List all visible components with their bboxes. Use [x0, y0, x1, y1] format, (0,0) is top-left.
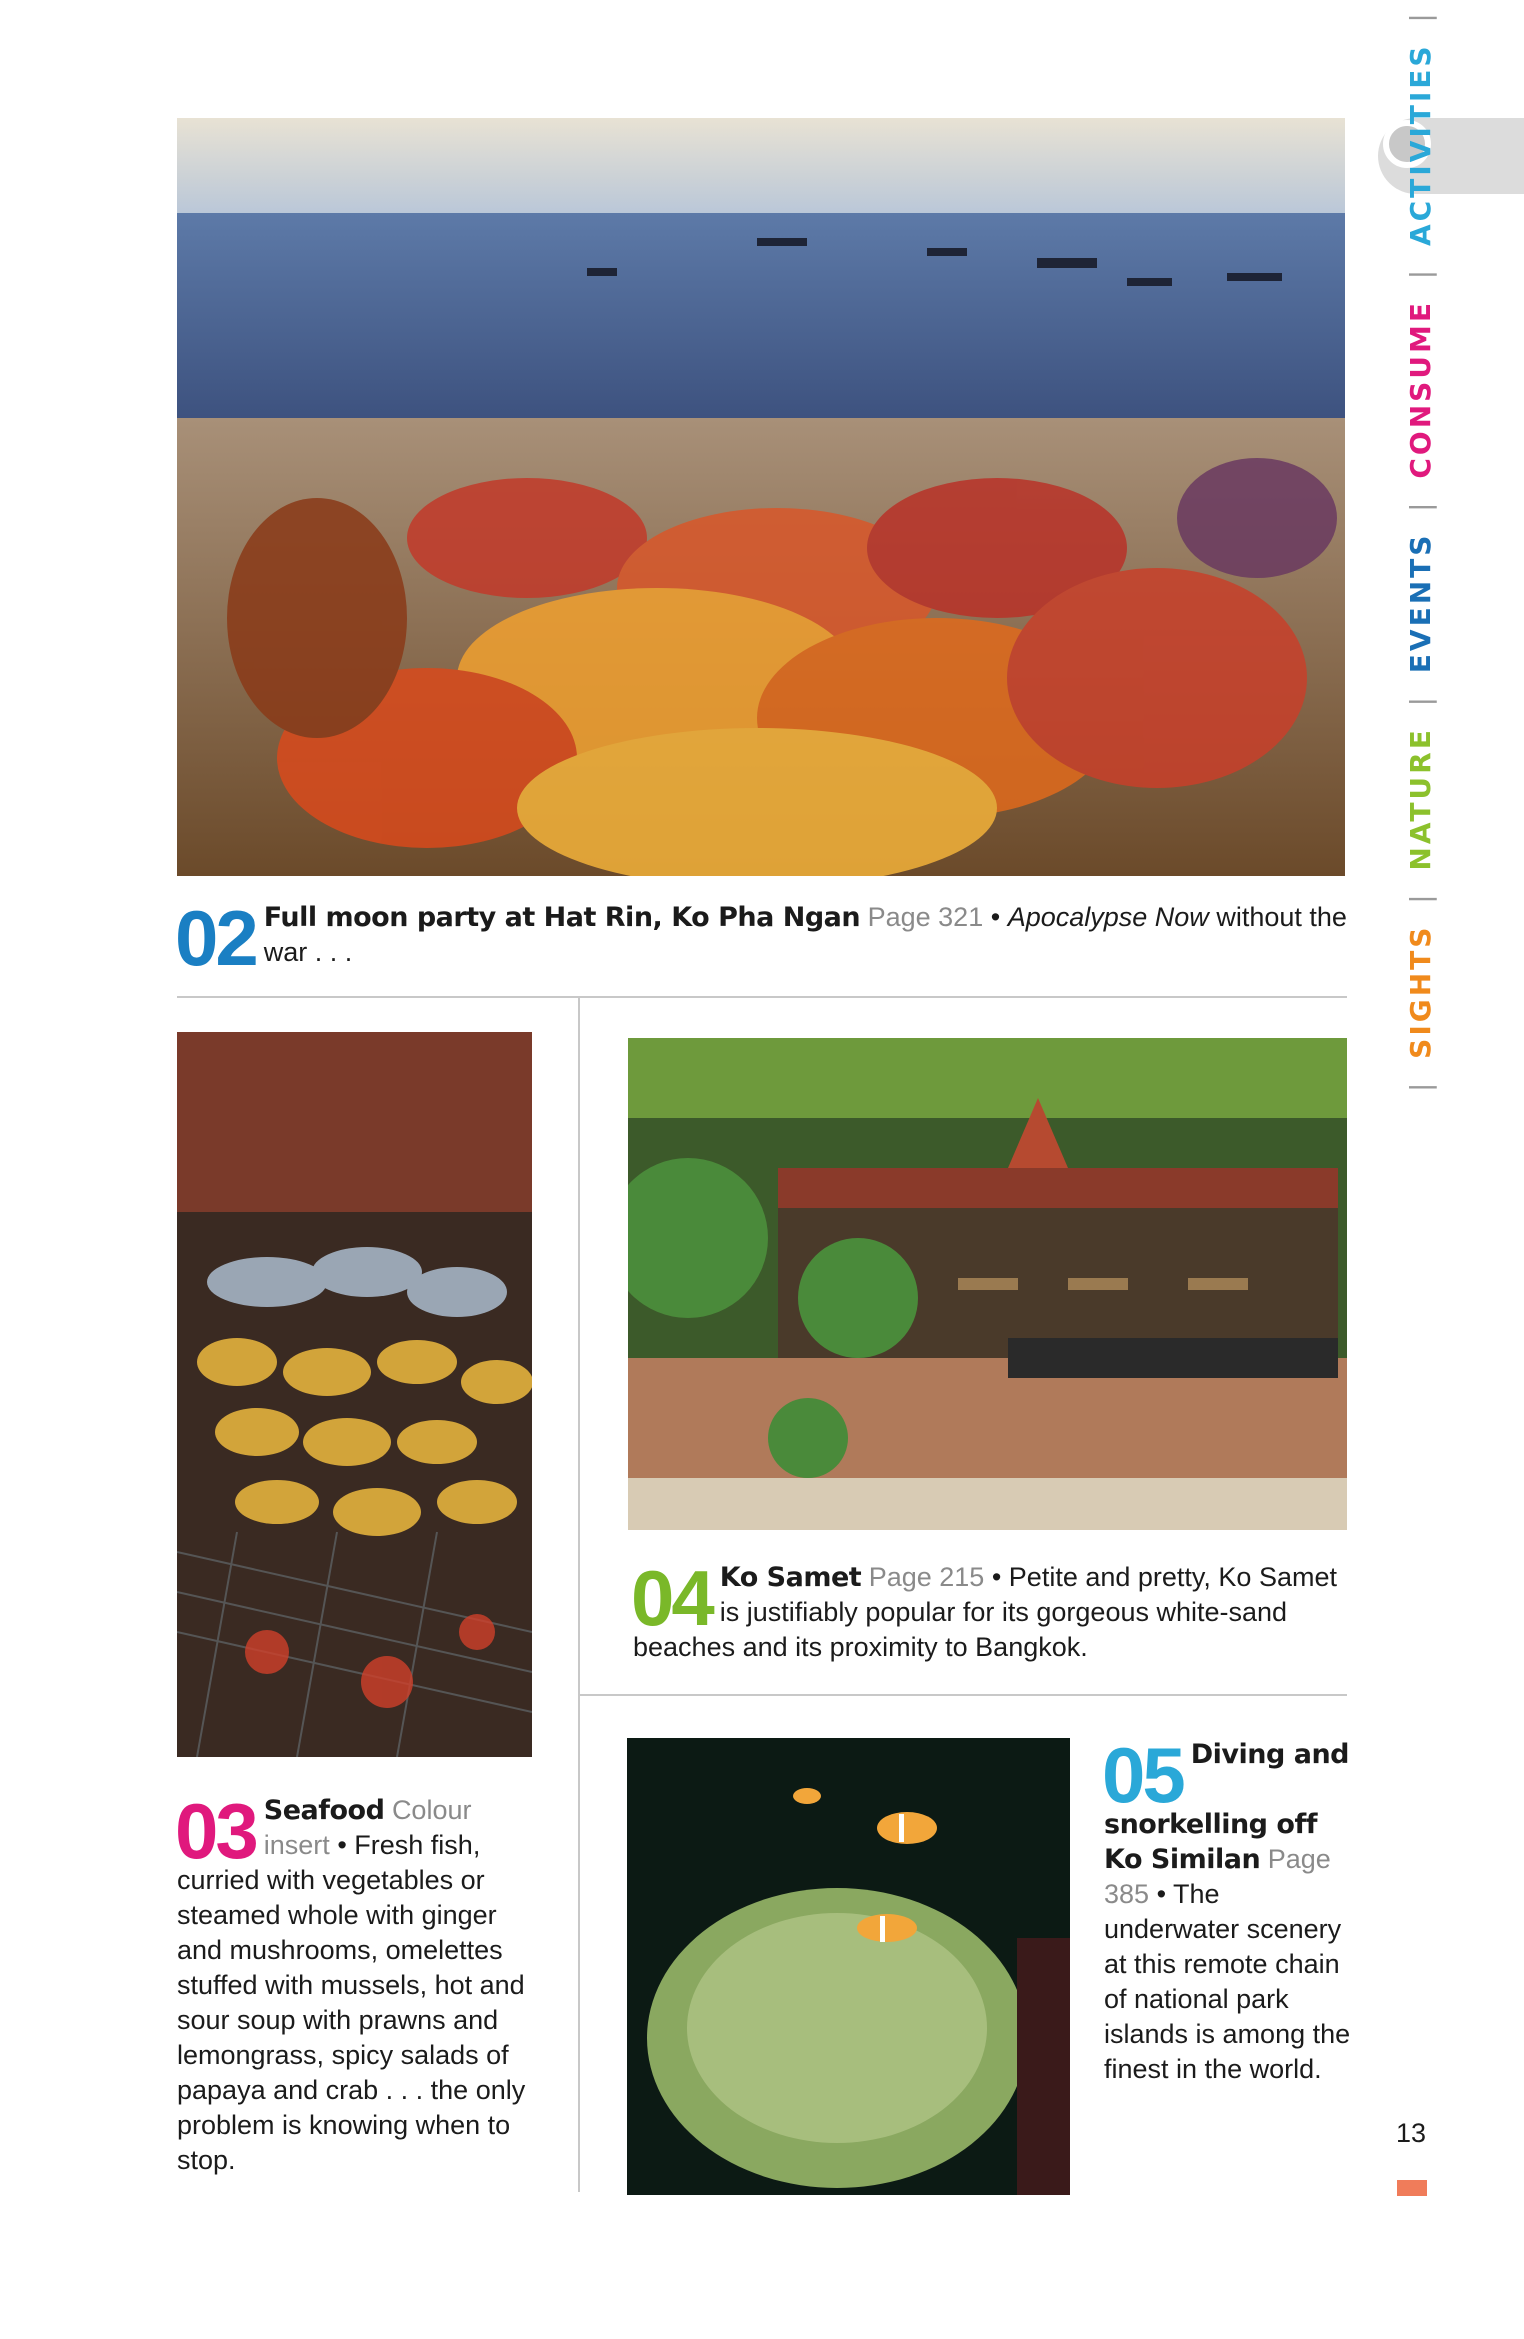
- divider: [177, 996, 1347, 998]
- seafood-photo: [177, 1032, 532, 1757]
- item-number: 05: [1102, 1731, 1183, 1819]
- bullet: •: [990, 902, 1001, 932]
- page-reference: Page 215: [868, 1562, 985, 1592]
- page-reference: Page 385: [1104, 1844, 1331, 1909]
- item-title: Seafood: [263, 1795, 385, 1826]
- nav-consume[interactable]: CONSUME: [1404, 299, 1437, 479]
- item-description: The underwater scenery at this remote chain of national park islands is among the finest in the world.: [1104, 1879, 1351, 2084]
- item-description: Petite and pretty, Ko Samet is justifiably popular for its gorgeous white-sand beaches and its proximity to Bangkok.: [633, 1562, 1337, 1662]
- page-marker: [1397, 2180, 1427, 2196]
- item-title: Diving and snorkelling off Ko Similan: [1104, 1739, 1350, 1875]
- item-number: 03: [175, 1787, 256, 1875]
- caption-seafood: [175, 1787, 532, 2178]
- nav-sights[interactable]: SIGHTS: [1404, 924, 1437, 1059]
- diving-photo: [627, 1738, 1070, 2195]
- item-title: Full moon party at Hat Rin, Ko Pha Ngan: [263, 902, 861, 933]
- divider: [580, 1694, 1347, 1696]
- nav-events[interactable]: EVENTS: [1404, 532, 1437, 674]
- item-description: Fresh fish, curried with vegetables or steamed whole with ginger and mushrooms, omelettes stuffed with mussels, hot and sour soup with prawns and lemongrass, spicy salads of papaya and crab . . . the only problem is knowing when to stop.: [177, 1830, 526, 2175]
- ko-samet-photo: [628, 1038, 1347, 1530]
- nav-nature[interactable]: NATURE: [1404, 727, 1437, 871]
- item-description: without the war . . .: [263, 902, 1347, 967]
- page-reference: Colour insert: [263, 1795, 472, 1860]
- nav-activities[interactable]: ACTIVITIES: [1404, 43, 1437, 247]
- page-number: 13: [1396, 2118, 1427, 2148]
- item-title: Ko Samet: [719, 1562, 862, 1593]
- item-description-italic: Apocalypse Now: [1007, 902, 1209, 932]
- bullet: •: [991, 1562, 1002, 1592]
- caption-ko-samet: [631, 1554, 1345, 1665]
- item-number: 02: [175, 894, 256, 982]
- item-number: 04: [631, 1554, 712, 1642]
- caption-diving: [1102, 1731, 1354, 2087]
- caption-full-moon-party: [175, 894, 1357, 982]
- bullet: •: [337, 1830, 347, 1860]
- divider: [578, 996, 580, 2192]
- page-reference: Page 321: [867, 902, 984, 932]
- full-moon-party-photo: [177, 118, 1345, 876]
- section-nav: | SIGHTS | NATURE | EVENTS | CONSUME | ACTIVITIES |: [1404, 10, 1437, 1092]
- bullet: •: [1156, 1879, 1167, 1909]
